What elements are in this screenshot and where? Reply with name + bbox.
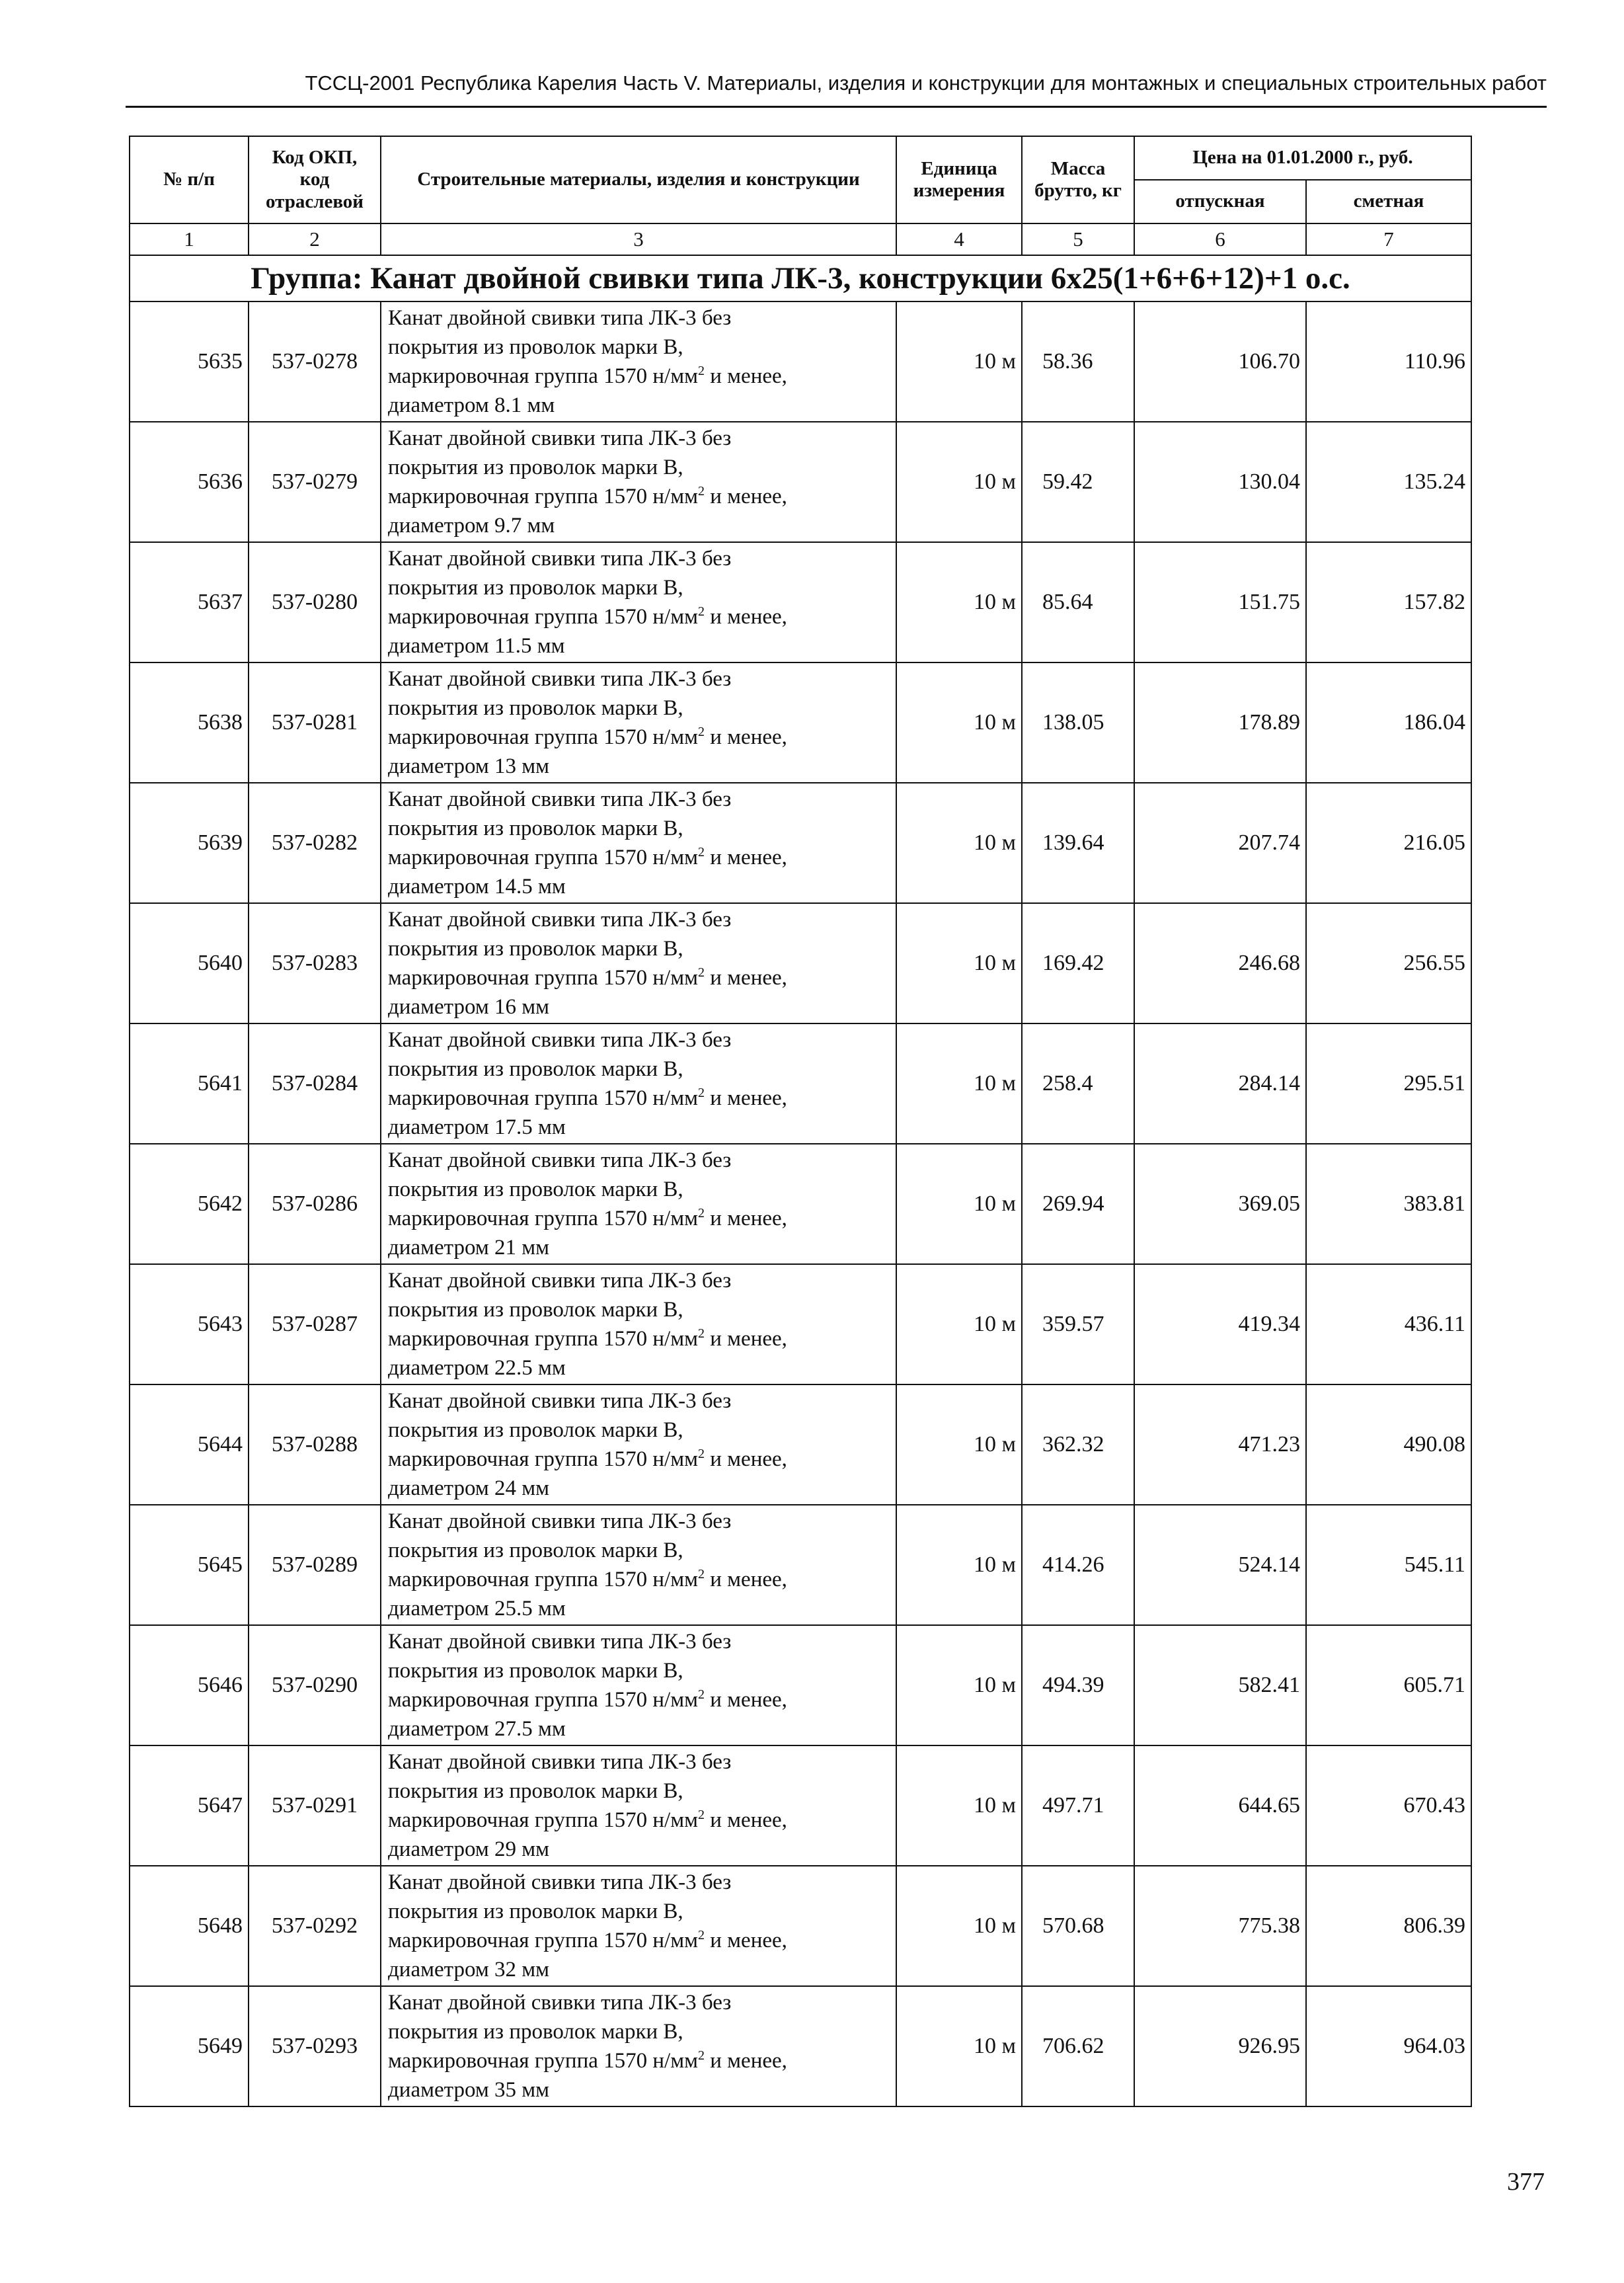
price-estimate: 135.24 (1306, 422, 1471, 542)
description-line (388, 1324, 896, 1353)
description-line (388, 963, 896, 992)
mass: 138.05 (1022, 662, 1134, 783)
description-line (388, 602, 896, 631)
description-line: диаметром 24 мм (388, 1476, 549, 1500)
description-line: Канат двойной свивки типа ЛК-3 без (388, 1148, 732, 1172)
unit: 10 м (896, 1264, 1022, 1384)
mass: 85.64 (1022, 542, 1134, 662)
row-number: 5639 (130, 783, 249, 903)
col-header-okp (249, 136, 381, 223)
mass: 139.64 (1022, 783, 1134, 903)
description-text: и менее, (705, 1447, 787, 1471)
price-sale: 369.05 (1134, 1144, 1306, 1264)
row-number: 5638 (130, 662, 249, 783)
price-sale: 207.74 (1134, 783, 1306, 903)
okp-code: 537-0283 (249, 903, 381, 1023)
description-line: Канат двойной свивки типа ЛК-3 без (388, 1509, 732, 1533)
description-line: покрытия из проволок марки В, (388, 1057, 683, 1081)
description-line: диаметром 9.7 мм (388, 514, 555, 538)
group-title: Группа: Канат двойной свивки типа ЛК-3, конструкции 6x25(1+6+6+12)+1 о.с. (130, 255, 1471, 301)
price-sale: 284.14 (1134, 1023, 1306, 1144)
table-row (130, 1264, 1471, 1384)
col-header-price: Цена на 01.01.2000 г., руб. (1134, 136, 1471, 180)
description-text: и менее, (705, 364, 787, 388)
description-text: маркировочная группа 1570 н/мм (388, 725, 698, 749)
row-number: 5643 (130, 1264, 249, 1384)
description-text: и менее, (705, 1688, 787, 1712)
col-header-num: № п/п (130, 136, 249, 223)
description-line: диаметром 32 мм (388, 1958, 549, 1982)
price-estimate: 806.39 (1306, 1866, 1471, 1986)
material-description (381, 422, 896, 542)
description-line (388, 843, 896, 872)
unit: 10 м (896, 903, 1022, 1023)
material-description (381, 1745, 896, 1866)
description-line: покрытия из проволок марки В, (388, 1178, 683, 1201)
description-line (388, 1926, 896, 1955)
material-description (381, 783, 896, 903)
description-line: покрытия из проволок марки В, (388, 1779, 683, 1803)
description-text: и менее, (705, 2049, 787, 2073)
description-text: и менее, (705, 1929, 787, 1952)
price-estimate: 545.11 (1306, 1505, 1471, 1625)
unit: 10 м (896, 1505, 1022, 1625)
row-number: 5641 (130, 1023, 249, 1144)
okp-code: 537-0292 (249, 1866, 381, 1986)
description-line: покрытия из проволок марки В, (388, 456, 683, 479)
description-line: Канат двойной свивки типа ЛК-3 без (388, 1630, 732, 1654)
unit: 10 м (896, 1144, 1022, 1264)
price-table (129, 136, 1472, 2107)
okp-code: 537-0288 (249, 1384, 381, 1505)
description-line (388, 482, 896, 511)
material-description (381, 1384, 896, 1505)
table-row (130, 1745, 1471, 1866)
okp-code: 537-0287 (249, 1264, 381, 1384)
price-estimate: 490.08 (1306, 1384, 1471, 1505)
description-text: маркировочная группа 1570 н/мм (388, 364, 698, 388)
description-text: маркировочная группа 1570 н/мм (388, 485, 698, 508)
superscript: 2 (698, 1206, 705, 1221)
column-number: 2 (249, 223, 381, 255)
header-rule (126, 106, 1547, 108)
unit: 10 м (896, 301, 1022, 422)
price-sale: 151.75 (1134, 542, 1306, 662)
description-line: Канат двойной свивки типа ЛК-3 без (388, 1269, 732, 1293)
description-line: покрытия из проволок марки В, (388, 696, 683, 720)
material-description (381, 1986, 896, 2106)
running-header: ТССЦ-2001 Республика Карелия Часть V. Материалы, изделия и конструкции для монтажных и специальных строительных работ (305, 71, 1547, 95)
price-sale: 775.38 (1134, 1866, 1306, 1986)
unit: 10 м (896, 783, 1022, 903)
row-number: 5645 (130, 1505, 249, 1625)
okp-code: 537-0281 (249, 662, 381, 783)
price-estimate: 436.11 (1306, 1264, 1471, 1384)
description-line: диаметром 17.5 мм (388, 1115, 566, 1139)
okp-code: 537-0291 (249, 1745, 381, 1866)
superscript: 2 (698, 2048, 705, 2063)
okp-code: 537-0284 (249, 1023, 381, 1144)
table-body (130, 301, 1471, 2106)
price-sale: 130.04 (1134, 422, 1306, 542)
superscript: 2 (698, 1326, 705, 1341)
description-line: Канат двойной свивки типа ЛК-3 без (388, 1389, 732, 1413)
mass: 706.62 (1022, 1986, 1134, 2106)
description-line: Канат двойной свивки типа ЛК-3 без (388, 1870, 732, 1894)
row-number: 5648 (130, 1866, 249, 1986)
col-header-unit: Единица измерения (896, 136, 1022, 223)
row-number: 5640 (130, 903, 249, 1023)
col-header-okp-line3: отраслевой (265, 190, 364, 212)
unit: 10 м (896, 662, 1022, 783)
price-estimate: 670.43 (1306, 1745, 1471, 1866)
description-line (388, 1565, 896, 1594)
column-number: 6 (1134, 223, 1306, 255)
description-line (388, 1685, 896, 1714)
mass: 59.42 (1022, 422, 1134, 542)
mass: 362.32 (1022, 1384, 1134, 1505)
description-line: Канат двойной свивки типа ЛК-3 без (388, 547, 732, 571)
price-estimate: 110.96 (1306, 301, 1471, 422)
description-text: и менее, (705, 1327, 787, 1351)
mass: 169.42 (1022, 903, 1134, 1023)
description-line: покрытия из проволок марки В, (388, 1298, 683, 1322)
unit: 10 м (896, 1625, 1022, 1745)
table-row (130, 1384, 1471, 1505)
page-number: 377 (1507, 2168, 1545, 2196)
material-description (381, 301, 896, 422)
description-text: маркировочная группа 1570 н/мм (388, 966, 698, 990)
price-estimate: 605.71 (1306, 1625, 1471, 1745)
superscript: 2 (698, 1928, 705, 1943)
material-description (381, 1264, 896, 1384)
description-line (388, 362, 896, 391)
description-text: и менее, (705, 1086, 787, 1110)
superscript: 2 (698, 725, 705, 739)
description-line: диаметром 25.5 мм (388, 1597, 566, 1621)
description-line: Канат двойной свивки типа ЛК-3 без (388, 787, 732, 811)
price-estimate: 383.81 (1306, 1144, 1471, 1264)
superscript: 2 (698, 845, 705, 860)
description-line (388, 1806, 896, 1835)
price-estimate: 964.03 (1306, 1986, 1471, 2106)
description-line: покрытия из проволок марки В, (388, 1418, 683, 1442)
material-description (381, 1866, 896, 1986)
okp-code: 537-0280 (249, 542, 381, 662)
column-number: 5 (1022, 223, 1134, 255)
material-description (381, 903, 896, 1023)
description-line: диаметром 21 мм (388, 1236, 549, 1260)
description-line: диаметром 14.5 мм (388, 875, 566, 899)
superscript: 2 (698, 364, 705, 378)
mass: 258.4 (1022, 1023, 1134, 1144)
unit: 10 м (896, 1866, 1022, 1986)
material-description (381, 1505, 896, 1625)
okp-code: 537-0278 (249, 301, 381, 422)
mass: 497.71 (1022, 1745, 1134, 1866)
unit: 10 м (896, 1986, 1022, 2106)
unit: 10 м (896, 1745, 1022, 1866)
superscript: 2 (698, 1687, 705, 1702)
superscript: 2 (698, 484, 705, 499)
description-text: маркировочная группа 1570 н/мм (388, 1808, 698, 1832)
description-text: маркировочная группа 1570 н/мм (388, 1688, 698, 1712)
price-sale: 524.14 (1134, 1505, 1306, 1625)
col-header-price-sale: отпускная (1134, 180, 1306, 223)
okp-code: 537-0279 (249, 422, 381, 542)
table-row (130, 1023, 1471, 1144)
description-text: и менее, (705, 605, 787, 629)
unit: 10 м (896, 1023, 1022, 1144)
description-line (388, 723, 896, 752)
superscript: 2 (698, 604, 705, 619)
col-header-mass: Масса брутто, кг (1022, 136, 1134, 223)
price-estimate: 186.04 (1306, 662, 1471, 783)
mass: 359.57 (1022, 1264, 1134, 1384)
description-text: маркировочная группа 1570 н/мм (388, 1568, 698, 1591)
superscript: 2 (698, 1086, 705, 1100)
description-text: маркировочная группа 1570 н/мм (388, 605, 698, 629)
mass: 269.94 (1022, 1144, 1134, 1264)
description-line: диаметром 29 мм (388, 1837, 549, 1861)
table-row (130, 1986, 1471, 2106)
description-line: Канат двойной свивки типа ЛК-3 без (388, 426, 732, 450)
description-text: маркировочная группа 1570 н/мм (388, 1447, 698, 1471)
mass: 414.26 (1022, 1505, 1134, 1625)
column-number: 3 (381, 223, 896, 255)
mass: 58.36 (1022, 301, 1134, 422)
material-description (381, 662, 896, 783)
okp-code: 537-0286 (249, 1144, 381, 1264)
description-text: и менее, (705, 1207, 787, 1230)
description-line: Канат двойной свивки типа ЛК-3 без (388, 1028, 732, 1052)
row-number: 5636 (130, 422, 249, 542)
description-line: покрытия из проволок марки В, (388, 2020, 683, 2044)
description-line: диаметром 35 мм (388, 2078, 549, 2102)
price-sale: 644.65 (1134, 1745, 1306, 1866)
col-header-okp-line1: Код ОКП, (272, 146, 358, 168)
table-row (130, 422, 1471, 542)
mass: 494.39 (1022, 1625, 1134, 1745)
column-number: 1 (130, 223, 249, 255)
description-line: Канат двойной свивки типа ЛК-3 без (388, 1750, 732, 1774)
column-number-row (130, 223, 1471, 255)
description-text: маркировочная группа 1570 н/мм (388, 1207, 698, 1230)
description-text: и менее, (705, 485, 787, 508)
table-row (130, 662, 1471, 783)
description-line: покрытия из проволок марки В, (388, 817, 683, 840)
row-number: 5644 (130, 1384, 249, 1505)
description-text: маркировочная группа 1570 н/мм (388, 1086, 698, 1110)
description-line: Канат двойной свивки типа ЛК-3 без (388, 667, 732, 691)
price-estimate: 216.05 (1306, 783, 1471, 903)
table-row (130, 1505, 1471, 1625)
okp-code: 537-0289 (249, 1505, 381, 1625)
superscript: 2 (698, 1447, 705, 1461)
price-sale: 419.34 (1134, 1264, 1306, 1384)
okp-code: 537-0293 (249, 1986, 381, 2106)
description-line: диаметром 16 мм (388, 995, 549, 1019)
table-row (130, 903, 1471, 1023)
description-text: и менее, (705, 1568, 787, 1591)
description-line: диаметром 22.5 мм (388, 1356, 566, 1380)
column-number: 7 (1306, 223, 1471, 255)
mass: 570.68 (1022, 1866, 1134, 1986)
price-sale: 178.89 (1134, 662, 1306, 783)
row-number: 5637 (130, 542, 249, 662)
table-row (130, 1625, 1471, 1745)
okp-code: 537-0282 (249, 783, 381, 903)
superscript: 2 (698, 965, 705, 980)
description-line: покрытия из проволок марки В, (388, 335, 683, 359)
material-description (381, 1625, 896, 1745)
price-sale: 106.70 (1134, 301, 1306, 422)
price-sale: 582.41 (1134, 1625, 1306, 1745)
description-line: диаметром 13 мм (388, 754, 549, 778)
row-number: 5646 (130, 1625, 249, 1745)
description-line (388, 2046, 896, 2075)
row-number: 5635 (130, 301, 249, 422)
superscript: 2 (698, 1808, 705, 1822)
description-line: диаметром 8.1 мм (388, 393, 555, 417)
description-line (388, 1445, 896, 1474)
material-description (381, 542, 896, 662)
price-estimate: 256.55 (1306, 903, 1471, 1023)
price-sale: 471.23 (1134, 1384, 1306, 1505)
price-sale: 246.68 (1134, 903, 1306, 1023)
description-text: и менее, (705, 1808, 787, 1832)
okp-code: 537-0290 (249, 1625, 381, 1745)
row-number: 5642 (130, 1144, 249, 1264)
unit: 10 м (896, 422, 1022, 542)
description-text: маркировочная группа 1570 н/мм (388, 1929, 698, 1952)
unit: 10 м (896, 542, 1022, 662)
description-text: маркировочная группа 1570 н/мм (388, 846, 698, 869)
description-line (388, 1204, 896, 1233)
description-line: покрытия из проволок марки В, (388, 937, 683, 961)
column-number: 4 (896, 223, 1022, 255)
description-line: покрытия из проволок марки В, (388, 576, 683, 600)
col-header-okp-line2: код (299, 169, 330, 190)
description-line: диаметром 27.5 мм (388, 1717, 566, 1741)
unit: 10 м (896, 1384, 1022, 1505)
table-row (130, 1866, 1471, 1986)
price-estimate: 295.51 (1306, 1023, 1471, 1144)
description-text: маркировочная группа 1570 н/мм (388, 2049, 698, 2073)
table-row (130, 783, 1471, 903)
row-number: 5649 (130, 1986, 249, 2106)
table-row (130, 542, 1471, 662)
material-description (381, 1144, 896, 1264)
description-line: Канат двойной свивки типа ЛК-3 без (388, 1991, 732, 2015)
description-line: Канат двойной свивки типа ЛК-3 без (388, 306, 732, 330)
group-row (130, 255, 1471, 301)
price-estimate: 157.82 (1306, 542, 1471, 662)
description-line: Канат двойной свивки типа ЛК-3 без (388, 908, 732, 932)
row-number: 5647 (130, 1745, 249, 1866)
description-text: и менее, (705, 846, 787, 869)
table-row (130, 301, 1471, 422)
description-line: покрытия из проволок марки В, (388, 1900, 683, 1923)
description-line (388, 1084, 896, 1113)
col-header-name: Строительные материалы, изделия и конструкции (381, 136, 896, 223)
material-description (381, 1023, 896, 1144)
col-header-price-estimate: сметная (1306, 180, 1471, 223)
description-line: покрытия из проволок марки В, (388, 1539, 683, 1562)
description-line: диаметром 11.5 мм (388, 634, 565, 658)
table-row (130, 1144, 1471, 1264)
superscript: 2 (698, 1567, 705, 1582)
description-text: маркировочная группа 1570 н/мм (388, 1327, 698, 1351)
description-text: и менее, (705, 966, 787, 990)
description-line: покрытия из проволок марки В, (388, 1659, 683, 1683)
description-text: и менее, (705, 725, 787, 749)
price-sale: 926.95 (1134, 1986, 1306, 2106)
